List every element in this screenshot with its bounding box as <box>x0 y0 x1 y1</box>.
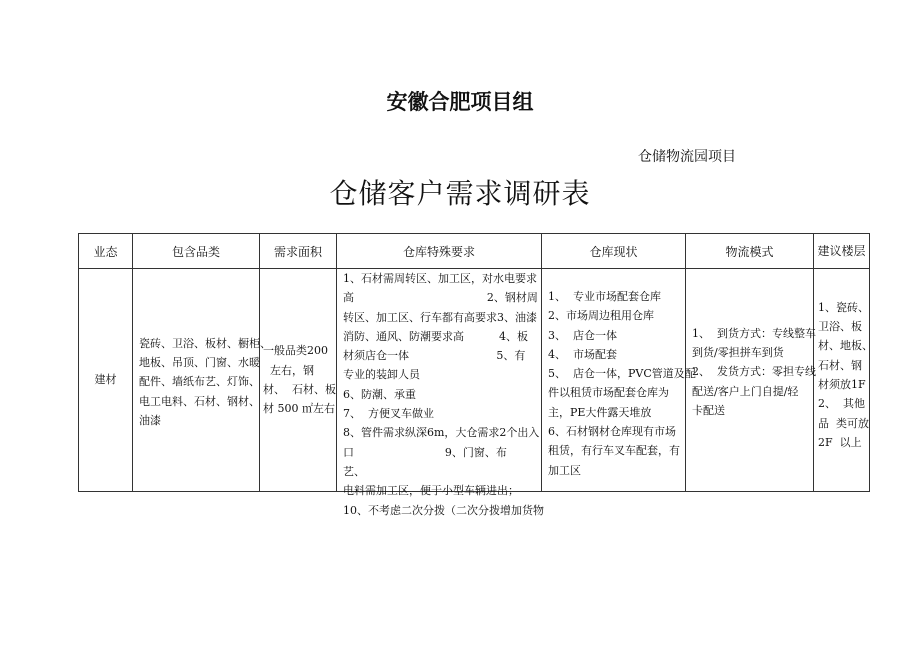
requirement-line: 高 2、钢材周 <box>343 291 538 305</box>
area-line: 一般品类200 <box>263 344 328 358</box>
floor-line: 1、瓷砖、 <box>818 300 869 314</box>
status-line: 租赁，有行车叉车配套，有 <box>548 444 680 458</box>
requirement-line: 电料需加工区，便于小型车辆进出； <box>343 484 519 498</box>
cell-special-requirements <box>337 269 544 517</box>
cell-categories <box>133 269 271 492</box>
column-header-area: 需求面积 <box>260 234 337 269</box>
status-line: 6、石材钢材仓库现有市场 <box>548 425 676 439</box>
requirement-line: 专业的装卸人员 <box>343 368 420 382</box>
status-line: 件以租赁市场配套仓库为 <box>548 386 669 400</box>
cell-area <box>260 269 337 492</box>
area-line: 材、 石材、板 <box>263 383 336 396</box>
logistics-line: 到货/零担拼车到货 <box>692 346 784 360</box>
category-line: 电工电料、石材、钢材、 <box>139 394 260 408</box>
requirement-line: 口 9、门窗、布 <box>343 445 507 459</box>
floor-line: 材、地板、 <box>818 339 873 353</box>
column-header-categories: 包含品类 <box>133 234 260 269</box>
area-line: 材 500 ㎡左右 <box>263 402 335 416</box>
status-line: 4、 市场配套 <box>548 347 617 361</box>
cell-current-status <box>542 269 696 492</box>
logistics-line: 1、 到货方式：专线整车 <box>692 326 816 340</box>
requirement-line: 7、 方便叉车做业 <box>343 407 434 421</box>
status-line: 5、 店仓一体，PVC管道及配 <box>548 367 696 381</box>
requirement-line: 10、不考虑二次分拨（二次分拨增加货物 <box>343 503 544 517</box>
floor-line: 2、 其他 <box>818 397 865 411</box>
floor-line: 2F 以上 <box>818 435 862 449</box>
survey-table <box>78 233 873 517</box>
category-line: 油漆 <box>139 413 161 427</box>
org-title: 安徽合肥项目组 <box>386 90 534 114</box>
category-line: 配件、墙纸布艺、灯饰、 <box>139 375 260 389</box>
requirement-line: 艺、 <box>343 464 365 478</box>
status-line: 主，PE大件露天堆放 <box>548 405 652 419</box>
status-line: 3、 店仓一体 <box>548 328 617 342</box>
column-header-logistics-mode: 物流模式 <box>686 234 814 269</box>
floor-line: 卫浴、板 <box>818 320 862 334</box>
project-name: 仓储物流园项目 <box>638 149 736 165</box>
requirement-line: 6、防潮、承重 <box>343 387 416 401</box>
column-header-current-status: 仓库现状 <box>542 234 686 269</box>
requirement-line: 转区、加工区、行车都有高要求3、油漆 <box>343 310 537 324</box>
cell-type: 建材 <box>79 269 133 492</box>
floor-line: 材须放1F <box>818 378 866 391</box>
floor-line: 石材、钢 <box>818 358 862 372</box>
cell-suggested-floor <box>814 269 873 492</box>
category-line: 瓷砖、卫浴、板材、橱柜、 <box>139 336 271 350</box>
logistics-line: 2、 发货方式：零担专线 <box>692 365 816 379</box>
requirement-line: 消防、通风、防潮要求高 4、板 <box>343 329 528 343</box>
document-title: 仓储客户需求调研表 <box>329 177 591 210</box>
cell-logistics-mode <box>686 269 814 492</box>
table-header-row <box>79 234 870 269</box>
status-line: 2、市场周边租用仓库 <box>548 309 654 323</box>
requirement-line: 材须店仓一体 5、有 <box>343 349 526 363</box>
requirement-line: 8、管件需求纵深6m，大仓需求2个出入 <box>343 426 540 440</box>
column-header-suggested-floor: 建议楼层 <box>814 234 870 269</box>
table-row <box>79 269 870 492</box>
logistics-line: 配送/客户上门自提/轻 <box>692 384 799 398</box>
area-line: 左右，钢 <box>263 363 314 377</box>
status-line: 加工区 <box>548 463 581 477</box>
floor-line: 品 类可放 <box>818 416 869 430</box>
column-header-special-requirements: 仓库特殊要求 <box>337 234 542 269</box>
status-line: 1、 专业市场配套仓库 <box>548 290 661 303</box>
survey-table-wrapper <box>78 233 873 517</box>
category-line: 地板、吊顶、门窗、水暖 <box>139 356 260 370</box>
column-header-type: 业态 <box>79 234 133 269</box>
logistics-line: 卡配送 <box>692 403 725 417</box>
requirement-line: 1、石材需周转区、加工区，对水电要求 <box>343 272 537 285</box>
